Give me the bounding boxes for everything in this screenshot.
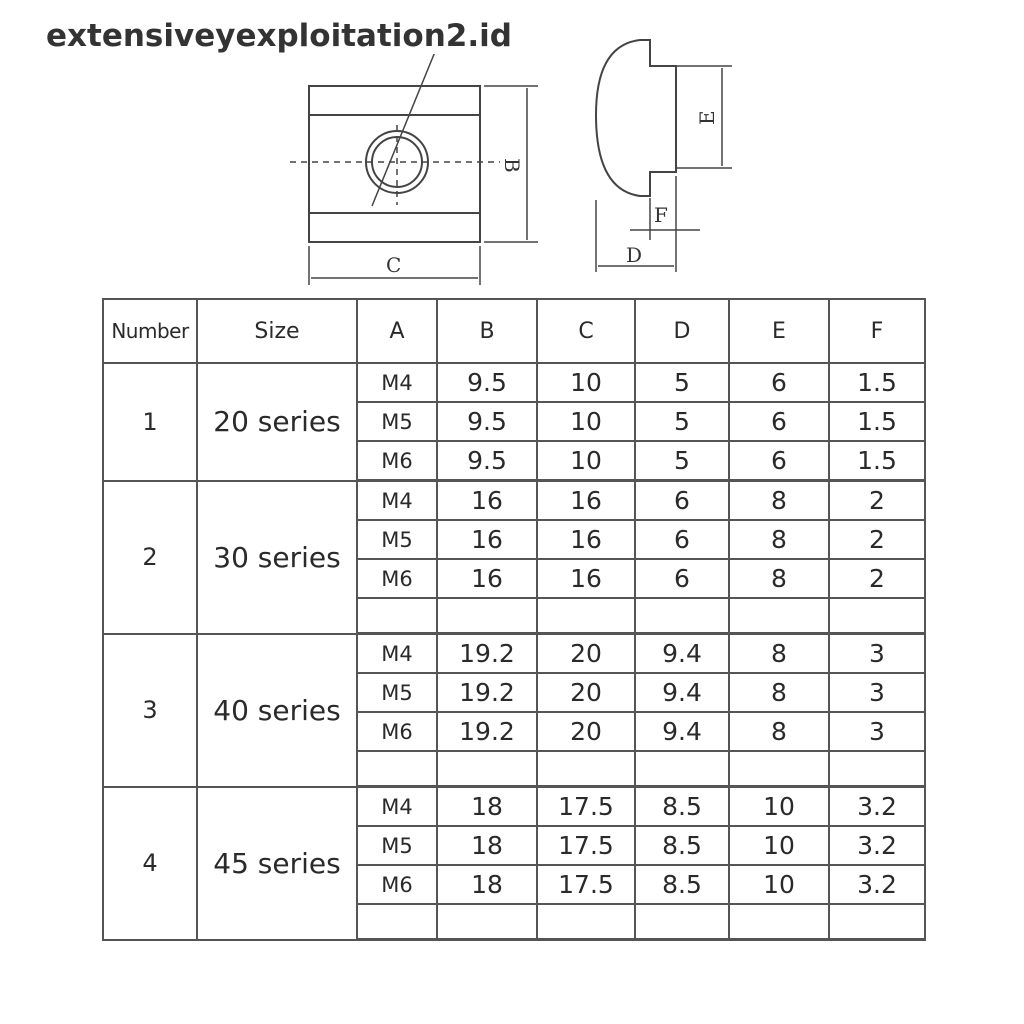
cell-a: M4 (357, 787, 437, 827)
cell-f: 2 (829, 481, 925, 521)
cell-e: 8 (729, 559, 829, 598)
cell-c: 10 (537, 402, 635, 441)
cell-e: 10 (729, 826, 829, 865)
cell-b: 19.2 (437, 634, 537, 674)
empty-cell (537, 598, 635, 634)
group-size: 20 series (197, 363, 357, 481)
cell-e: 8 (729, 520, 829, 559)
header-f: F (829, 299, 925, 363)
cell-b: 16 (437, 520, 537, 559)
dimension-label-c: C (386, 253, 402, 277)
empty-cell (829, 598, 925, 634)
table-row (103, 363, 925, 402)
cell-b: 16 (437, 559, 537, 598)
empty-cell (829, 751, 925, 787)
cell-a: M4 (357, 481, 437, 521)
cell-c: 17.5 (537, 787, 635, 827)
empty-cell (537, 751, 635, 787)
cell-a: M5 (357, 520, 437, 559)
cell-e: 6 (729, 363, 829, 402)
cell-a: M5 (357, 673, 437, 712)
header-e: E (729, 299, 829, 363)
dimension-label-f: F (654, 203, 668, 227)
cell-a: M6 (357, 865, 437, 904)
group-size: 30 series (197, 481, 357, 634)
cell-f: 3 (829, 673, 925, 712)
empty-cell (635, 751, 729, 787)
cell-c: 10 (537, 441, 635, 481)
cell-a: M6 (357, 441, 437, 481)
cell-e: 10 (729, 787, 829, 827)
header-c: C (537, 299, 635, 363)
dimension-label-d: D (626, 243, 643, 267)
cell-e: 6 (729, 402, 829, 441)
cell-b: 18 (437, 826, 537, 865)
cell-d: 9.4 (635, 673, 729, 712)
cell-f: 3.2 (829, 826, 925, 865)
cell-e: 8 (729, 673, 829, 712)
cell-a: M4 (357, 363, 437, 402)
group-number: 1 (103, 363, 197, 481)
cell-f: 3.2 (829, 787, 925, 827)
cell-b: 9.5 (437, 402, 537, 441)
cell-d: 5 (635, 402, 729, 441)
cell-f: 1.5 (829, 363, 925, 402)
cell-d: 9.4 (635, 634, 729, 674)
cell-a: M6 (357, 559, 437, 598)
empty-cell (829, 904, 925, 940)
cell-d: 9.4 (635, 712, 729, 751)
cell-d: 8.5 (635, 826, 729, 865)
header-d: D (635, 299, 729, 363)
empty-cell (729, 751, 829, 787)
cell-d: 8.5 (635, 865, 729, 904)
table-row (103, 787, 925, 827)
cell-c: 20 (537, 673, 635, 712)
cell-c: 20 (537, 634, 635, 674)
group-size: 45 series (197, 787, 357, 940)
cell-b: 18 (437, 865, 537, 904)
dimension-label-e: E (695, 110, 719, 125)
cell-c: 10 (537, 363, 635, 402)
cell-a: M6 (357, 712, 437, 751)
cell-f: 1.5 (829, 441, 925, 481)
empty-cell (437, 598, 537, 634)
watermark-text: extensiveyexploitation2.id (42, 18, 516, 54)
header-b: B (437, 299, 537, 363)
cell-c: 16 (537, 520, 635, 559)
group-number: 3 (103, 634, 197, 787)
cell-e: 10 (729, 865, 829, 904)
cell-f: 3.2 (829, 865, 925, 904)
empty-cell (437, 904, 537, 940)
empty-cell (635, 904, 729, 940)
cell-b: 19.2 (437, 712, 537, 751)
cell-f: 3 (829, 634, 925, 674)
cell-b: 19.2 (437, 673, 537, 712)
table-row (103, 634, 925, 674)
cell-e: 8 (729, 712, 829, 751)
cell-b: 9.5 (437, 441, 537, 481)
specification-table (102, 298, 926, 941)
empty-cell (357, 598, 437, 634)
empty-cell (729, 598, 829, 634)
cell-c: 20 (537, 712, 635, 751)
cell-d: 8.5 (635, 787, 729, 827)
empty-cell (729, 904, 829, 940)
empty-cell (357, 751, 437, 787)
cell-b: 18 (437, 787, 537, 827)
cell-f: 2 (829, 559, 925, 598)
empty-cell (437, 751, 537, 787)
cell-a: M5 (357, 402, 437, 441)
cell-f: 1.5 (829, 402, 925, 441)
cell-e: 8 (729, 481, 829, 521)
cell-d: 6 (635, 481, 729, 521)
cell-b: 16 (437, 481, 537, 521)
cell-c: 16 (537, 559, 635, 598)
table-header-row (103, 299, 925, 363)
group-size: 40 series (197, 634, 357, 787)
group-number: 4 (103, 787, 197, 940)
header-size: Size (197, 299, 357, 363)
cell-d: 6 (635, 559, 729, 598)
dimension-label-b: B (500, 158, 524, 173)
empty-cell (537, 904, 635, 940)
cell-c: 16 (537, 481, 635, 521)
cell-b: 9.5 (437, 363, 537, 402)
cell-e: 8 (729, 634, 829, 674)
cell-d: 6 (635, 520, 729, 559)
cell-a: M4 (357, 634, 437, 674)
header-a: A (357, 299, 437, 363)
cell-e: 6 (729, 441, 829, 481)
cell-c: 17.5 (537, 865, 635, 904)
group-number: 2 (103, 481, 197, 634)
cell-c: 17.5 (537, 826, 635, 865)
empty-cell (357, 904, 437, 940)
nut-top-view (290, 20, 538, 285)
header-number: Number (103, 299, 197, 363)
nut-side-view (596, 40, 732, 272)
cell-d: 5 (635, 363, 729, 402)
cell-f: 3 (829, 712, 925, 751)
cell-a: M5 (357, 826, 437, 865)
table-row (103, 481, 925, 521)
empty-cell (635, 598, 729, 634)
cell-d: 5 (635, 441, 729, 481)
cell-f: 2 (829, 520, 925, 559)
